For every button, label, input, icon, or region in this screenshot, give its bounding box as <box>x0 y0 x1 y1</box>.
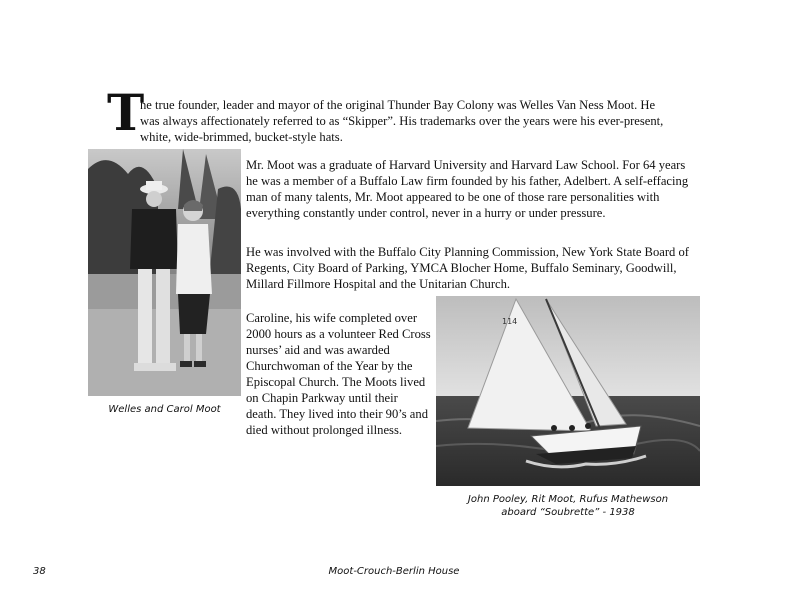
intro-line-1: he true founder, leader and mayor of the original Thunder Bay Colony was Welles Van Ness Moot. He <box>140 98 656 112</box>
couple-photo <box>88 149 241 396</box>
svg-text:114: 114 <box>502 317 518 326</box>
page-number: 38 <box>33 566 46 577</box>
intro-line-3: white, wide-brimmed, bucket-style hats. <box>140 130 343 144</box>
couple-photo-caption: Welles and Carol Moot <box>108 404 221 415</box>
book-title: Moot-Crouch-Berlin House <box>328 566 460 577</box>
sailboat-caption-line1: John Pooley, Rit Moot, Rufus Mathewson <box>467 494 669 505</box>
intro-line-2: was always affectionately referred to as “Skipper”. His trademarks over the years were his ever-present, <box>140 114 664 128</box>
biography-paragraph: Mr. Moot was a graduate of Harvard University and Harvard Law School. For 64 years he was a member of a Buffalo Law firm founded by his father, Adelbert. A self-effacing man of many talents, Mr. Moot appeared to be one of those rare personalities with everything constantly under control, never in a hurry or under pressure. <box>246 158 689 220</box>
sailboat-photo <box>436 296 700 486</box>
drop-cap: T <box>107 83 145 142</box>
sailboat-caption-line2: aboard “Soubrette” - 1938 <box>501 507 635 518</box>
caroline-paragraph: Caroline, his wife completed over 2000 hours as a volunteer Red Cross nurses’ aid and was awarded Churchwoman of the Year by the Episcopal Church. The Moots lived on Chapin Parkway until their death. They lived into their 90’s and died without prolonged illness. <box>246 311 431 437</box>
civic-paragraph: He was involved with the Buffalo City Planning Commission, New York State Board of Regents, City Board of Parking, YMCA Blocher Home, Buffalo Seminary, Goodwill, Millard Fillmore Hospital and the Unitarian Church. <box>246 245 689 291</box>
